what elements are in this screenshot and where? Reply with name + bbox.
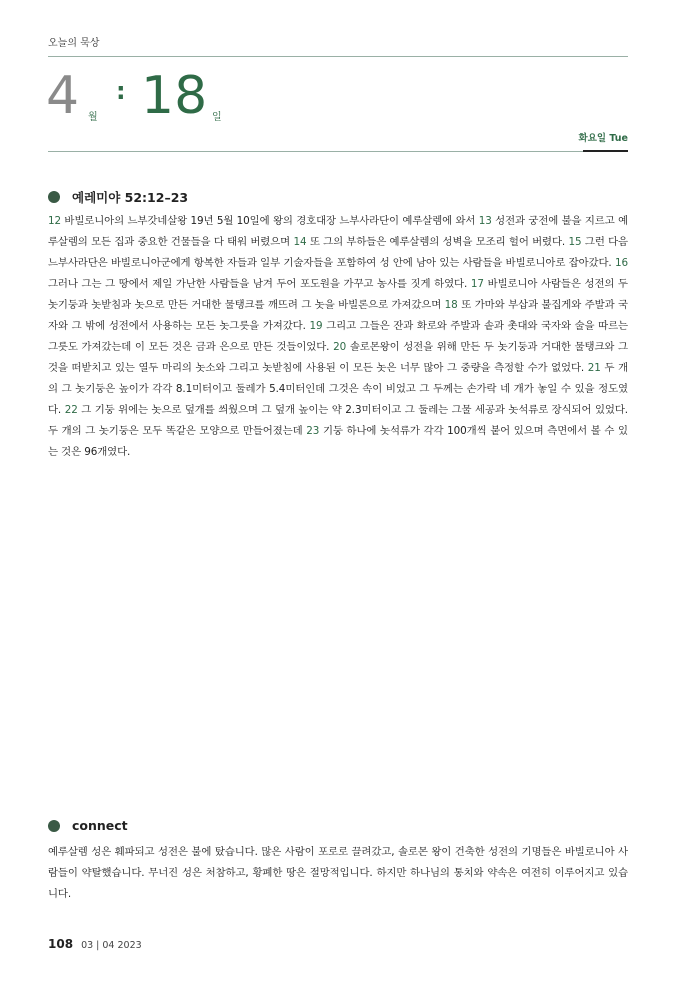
verse-text: 바빌로니아 사람들은 성전의 두 놋기둥과 놋받침과 놋으로 만든 거대한 물탱크를 깨뜨려 그 놋을 바빌론으로 가져갔으며 xyxy=(48,278,628,311)
connect-text: 예루살렘 성은 훼파되고 성전은 불에 탔습니다. 많은 사람이 포로로 끌려갔고, 솔로몬 왕이 건축한 성전의 기명들은 바빌로니아 사람들이 약탈했습니다. 무너진 성은 처참하고, 황폐한 땅은 절망적입니다. 하지만 하나님의 통치와 약속은 여전히 이루어지고 있습니다. xyxy=(48,846,628,900)
verse-text: 기둥 하나에 놋석류가 각각 100개씩 붙어 있으며 측면에서 볼 수 있는 것은 96개였다. xyxy=(48,425,628,458)
bullet-dot-icon xyxy=(48,820,60,832)
month-number: 4 xyxy=(46,66,80,126)
connect-heading xyxy=(48,818,128,833)
verse-number: 17 xyxy=(470,278,484,290)
weekday-underline xyxy=(583,150,628,152)
verse-number: 23 xyxy=(306,425,320,437)
scripture-reference: 예레미야 52:12–23 xyxy=(72,190,189,205)
verse-number: 22 xyxy=(64,404,78,416)
verse-text: 두 개의 그 놋기둥은 높이가 각각 8.1미터이고 둘레가 5.4미터인데 그것은 속이 비었고 그 두께는 손가락 네 개가 놓일 수 있을 정도였다. xyxy=(48,362,629,416)
section-label: 오늘의 묵상 xyxy=(48,38,100,49)
month-unit: 월 xyxy=(88,112,98,123)
top-divider xyxy=(48,56,628,57)
verse-text: 그리고 그들은 잔과 화로와 주발과 솥과 촛대와 국자와 술을 따르는 그릇도 가져갔는데 이 모든 것은 금과 은으로 만든 것들이었다. xyxy=(48,320,628,353)
verse-number: 19 xyxy=(309,320,323,332)
connect-title: connect xyxy=(72,818,128,833)
page-footer xyxy=(48,937,142,951)
verse-number: 18 xyxy=(444,299,458,311)
verse-text: 성전과 궁전에 불을 지르고 예루살렘의 모든 집과 중요한 건물들을 다 태워 버렸으며 xyxy=(48,215,629,248)
scripture-heading xyxy=(48,188,188,206)
verse-text: 또 그의 부하들은 예루살렘의 성벽을 모조리 헐어 버렸다. xyxy=(306,236,569,248)
scripture-text xyxy=(48,211,628,463)
verse-number: 12 xyxy=(48,215,62,227)
verse-text: 그런 다음 느부사라단은 바빌로니아군에게 항복한 자들과 일부 기술자들을 포함하여 성 안에 남아 있는 사람들을 바빌로니아로 잡아갔다. xyxy=(48,236,628,269)
verse-number: 13 xyxy=(478,215,492,227)
verse-number: 20 xyxy=(333,341,347,353)
day-unit: 일 xyxy=(212,112,222,123)
verse-number: 16 xyxy=(614,257,628,269)
verse-text: 또 가마와 부삽과 불집게와 주발과 국자와 그 밖에 성전에서 사용하는 모든 놋그릇을 가져갔다. xyxy=(48,299,628,332)
verse-number: 14 xyxy=(293,236,307,248)
verse-text: 그 기둥 위에는 놋으로 덮개를 씌웠으며 그 덮개 높이는 약 2.3미터이고 그 둘레는 그물 세공과 놋석류로 장식되어 있었다. 두 개의 그 놋기둥은 모두 똑같은 모양으로 만들어졌는데 xyxy=(48,404,628,437)
verse-number: 21 xyxy=(587,362,601,374)
verse-text: 그러나 그는 그 땅에서 제일 가난한 사람들을 남겨 두어 포도원을 가꾸고 농사를 짓게 하였다. xyxy=(48,278,471,290)
issue-date: 03 | 04 2023 xyxy=(81,940,142,951)
verse-text: 바빌로니아의 느부갓네살왕 19년 5월 10일에 왕의 경호대장 느부사라단이 예루살렘에 와서 xyxy=(61,215,479,227)
day-number: 18 xyxy=(141,66,208,126)
verse-number: 15 xyxy=(568,236,582,248)
verse-text: 솔로몬왕이 성전을 위해 만든 두 놋기둥과 거대한 물탱크와 그것을 떠받치고 있는 열두 마리의 놋소와 그리고 놋받침에 사용된 이 모든 놋은 너무 많아 그 중량을 측정할 수가 없었다. xyxy=(48,341,628,374)
middle-divider xyxy=(48,151,583,152)
page-number: 108 xyxy=(48,937,74,951)
bullet-dot-icon xyxy=(48,191,60,203)
date-separator: : xyxy=(116,77,126,105)
weekday-label: 화요일 Tue xyxy=(578,133,628,144)
